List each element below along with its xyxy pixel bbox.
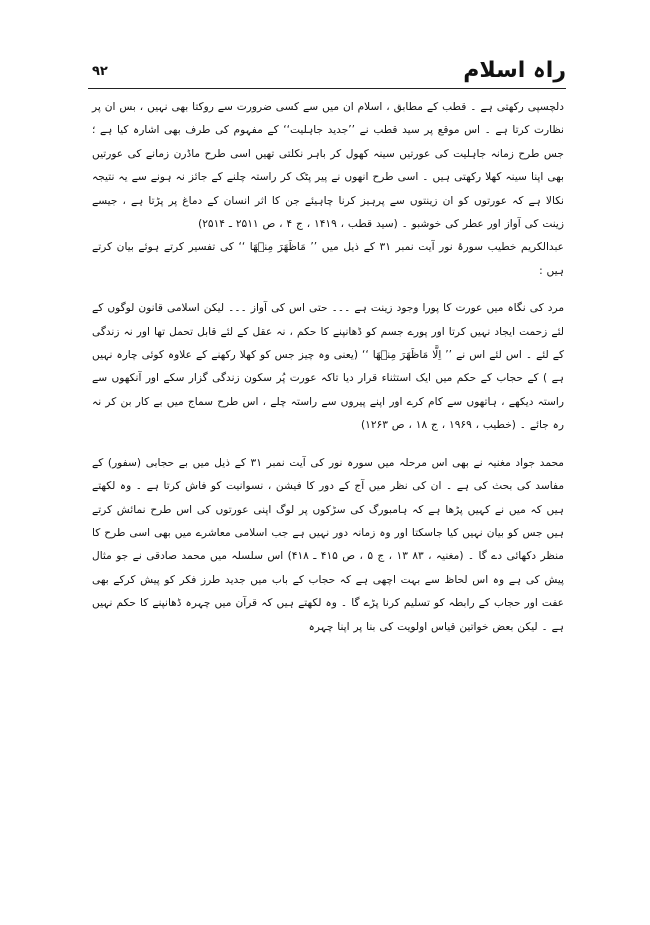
page-header [88, 52, 566, 92]
paragraph-text: عبدالکریم خطیب سورۂ نور آیت نمبر ۳۱ کے ذیل میں ’’ مَاظَهَرَ مِنۡهَا ‘‘ کی تفسیر کرتے ہوئے بیان کرتے ہیں : [92, 241, 565, 277]
article-body [92, 96, 564, 639]
citation: (سید قطب ، ۱۴۱۹ ، ج ۴ ، ص ۲۵۱۱ ـ ۲۵۱۴) [198, 218, 398, 231]
paragraph-mughniyah [92, 452, 564, 639]
journal-title: راہ اسلام [463, 58, 566, 83]
header-divider [88, 88, 566, 89]
citation: (خطیب ، ۱۹۶۹ ، ج ۱۸ ، ص ۱۲۶۳) [361, 419, 516, 432]
paragraph-text: محمد جواد مغنیہ نے بھی اس مرحلہ میں سورہ نور کی آیت نمبر ۳۱ کے ذیل میں بے حجابی (سفور) کے مفاسد کی بحث کی ہے ۔ ان کی نظر میں آج کے دور کا فیشن ، نسوانیت کو فاش کرتا ہے ۔ وہ لکھتے ہیں کہ میں نے کہیں پڑھا ہے کہ ہامبورگ کی سڑکوں پر لوگ اپنی عورتوں کی اس طرح نمائش کرتے ہیں جس کو بیان نہیں کیا جاسکتا اور وہ زمانہ دور نہیں ہے جب اسلامی معاشرے میں بھی اسی طرح کا منظر دکھائی دے گا ۔ (مغنیہ ، ۸۳ ۱۳ ، ج ۵ ، ص ۴۱۵ ـ ۴۱۸) اس سلسلہ میں محمد صادقی نے جو مثال پیش کی ہے وہ اس لحاظ سے بہت اچھی ہے کہ حجاب کے باب میں جدید طرز فکر کو پیش کرکے بھی عفت اور حجاب کے رابطہ کو تسلیم کرنا پڑے گا ۔ وہ لکھتے ہیں کہ قرآن میں چہرہ ڈھانپنے کا حکم نہیں ہے ۔ لیکن بعض خواتین قیاس اولویت کی بنا پر اپنا چہرہ [92, 456, 564, 633]
paragraph-qutb [92, 96, 564, 236]
paragraph-khatib-intro [92, 236, 564, 283]
page-number: ۹۲ [92, 64, 108, 79]
paragraph-text: مرد کی نگاہ میں عورت کا پورا وجود زینت ہے ۔۔۔ حتی اس کی آواز ۔۔۔ لیکن اسلامی قانون لوگوں کے لئے زحمت ایجاد نہیں کرتا اور پورے جسم کو ڈھانپنے کا حکم ، نہ عقل کے لئے قابل تحمل تھا اور نہ زندگی کے لئے ۔ اس لئے اس نے ’’ اِلَّا مَاظَهَرَ مِنۡهَا ‘‘ (یعنی وہ چیز جس کو کھلا رکھنے کے علاوہ کوئی چارہ نہیں ہے ) کے حجاب کے حکم میں ایک استثناء قرار دیا تاکہ عورت پُر سکون زندگی گزار سکے اور آنکھوں سے راستہ دیکھے ، ہاتھوں سے کام کرے اور اپنے پیروں سے راستہ چلے ، اس طرح سماج میں بے کار بن کر نہ رہ جائے ۔ [92, 302, 564, 432]
paragraph-khatib-quote [92, 297, 564, 437]
paragraph-text: دلچسپی رکھتی ہے ۔ قطب کے مطابق ، اسلام ان میں سے کسی ضرورت سے روکتا بھی نہیں ، بس ان پر نظارت کرتا ہے ۔ اس موقع پر سید قطب نے ’’جدید جاہلیت‘‘ کے مفہوم کی طرف بھی اشارہ کیا ہے ؛ جس طرح زمانہ جاہلیت کی عورتیں سینہ کھول کر باہر نکلتی تھیں اسی طرح ماڈرن زمانے کی عورتیں بھی اپنا سینہ کھلا رکھتی ہیں ۔ اسی طرح انھوں نے پیر پٹک کر راستہ چلنے کے جائز نہ ہونے سے یہ نتیجہ نکالا ہے کہ عورتوں کو ان زینتوں سے پرہیز کرنا چاہیئے جن کا اثر انسان کے دماغ پر پڑتا ہے ، جیسے زینت کی آواز اور عطر کی خوشبو ۔ [92, 101, 564, 231]
